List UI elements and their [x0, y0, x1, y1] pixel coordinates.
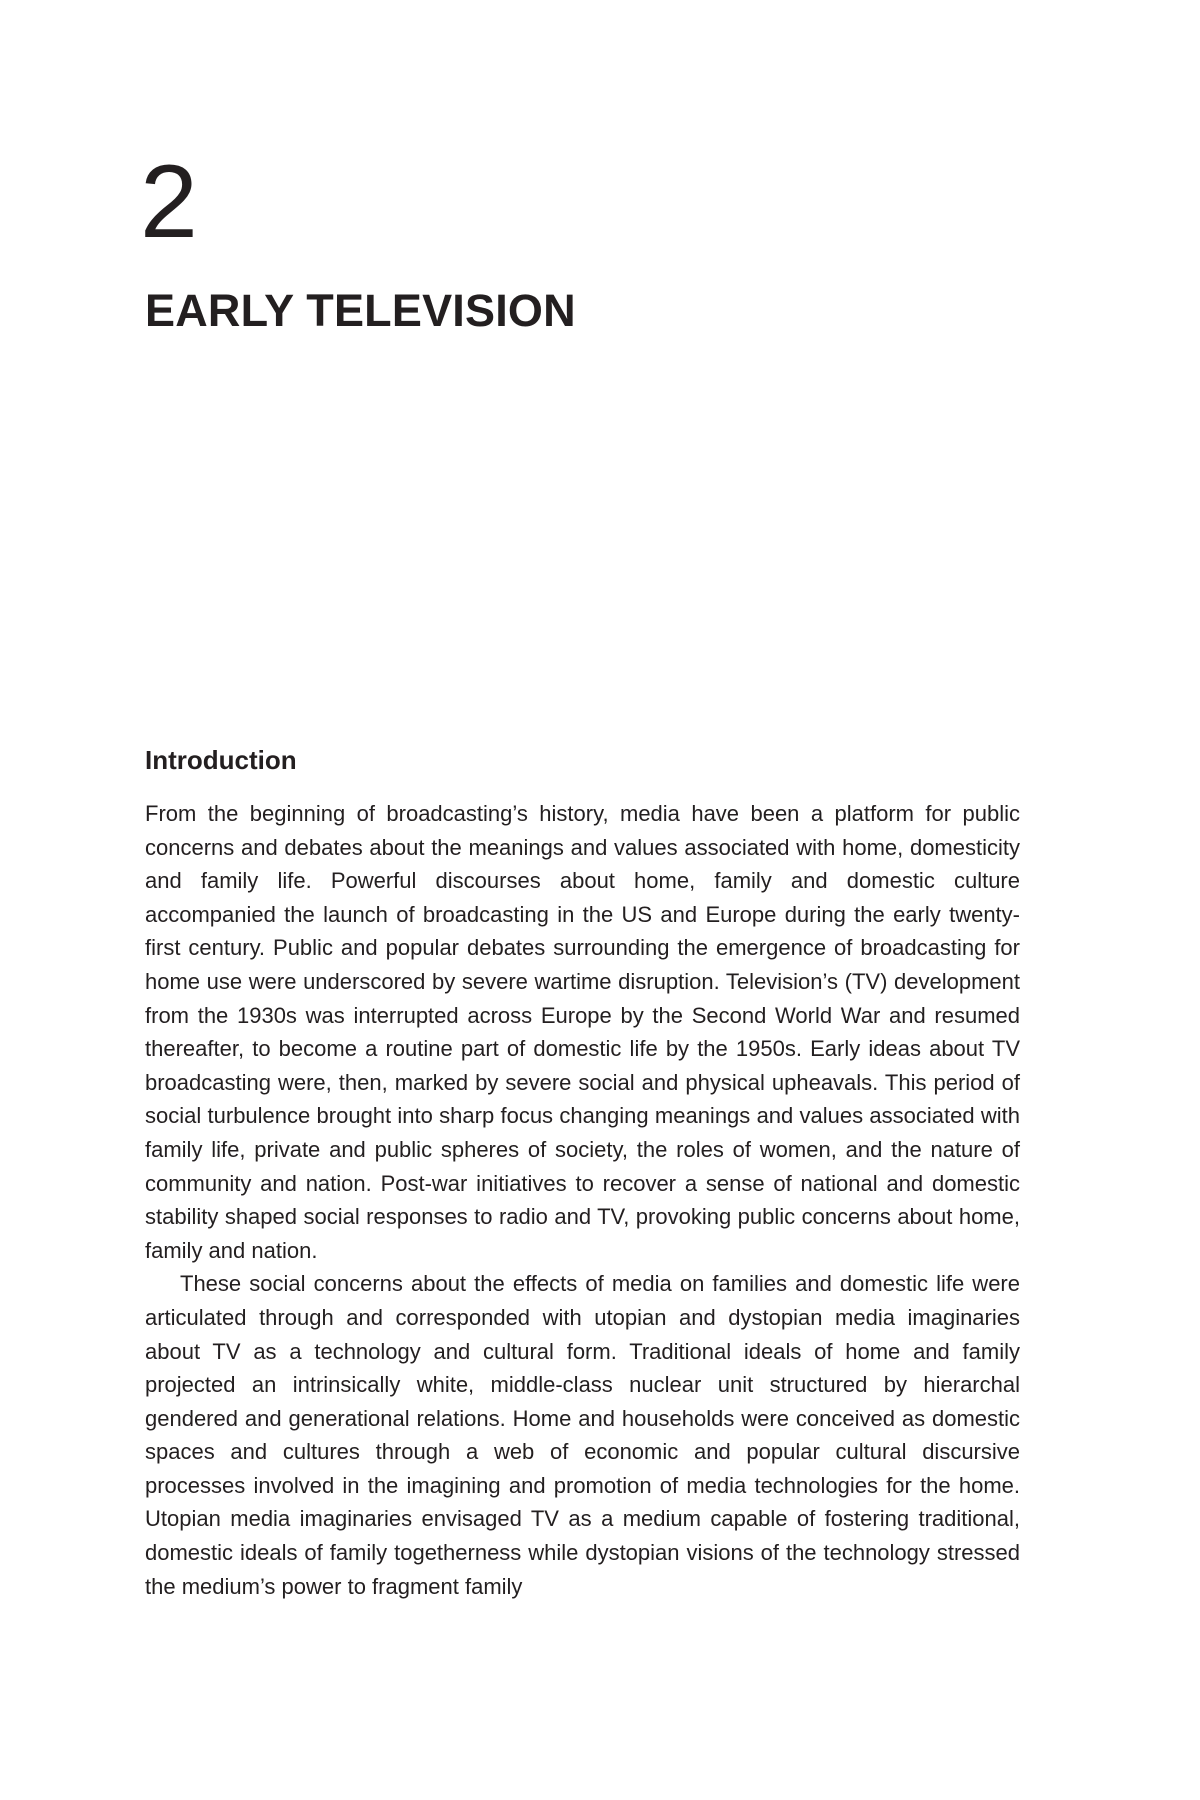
- paragraph-2: These social concerns about the effects of media on families and domestic life were articulated through and corresponded with utopian and dystopian media imaginaries about TV as a technology and cultural form. Traditional ideals of home and family projected an intrinsically white, middle-class nuclear unit structured by hierarchal gendered and generational relations. Home and households were conceived as domestic spaces and cultures through a web of economic and popular cultural discursive processes involved in the imagining and promotion of media technologies for the home. Utopian media imaginaries envisaged TV as a medium capable of fostering traditional, domestic ideals of family togetherness while dystopian visions of the technology stressed the medium’s power to fragment family: [145, 1271, 1020, 1599]
- chapter-title: EARLY TELEVISION: [145, 285, 576, 336]
- section-heading: Introduction: [145, 745, 297, 775]
- body-text: [145, 797, 1020, 1603]
- chapter-number: 2: [140, 144, 198, 260]
- paragraph-1: From the beginning of broadcasting’s history, media have been a platform for public concerns and debates about the meanings and values associated with home, domesticity and family life. Powerful discourses about home, family and domestic culture accompanied the launch of broadcasting in the US and Europe during the early twenty-first century. Public and popular debates surrounding the emergence of broadcasting for home use were underscored by severe wartime disruption. Television’s (TV) development from the 1930s was interrupted across Europe by the Second World War and resumed thereafter, to become a routine part of domestic life by the 1950s. Early ideas about TV broadcasting were, then, marked by severe social and physical upheavals. This period of social turbulence brought into sharp focus changing meanings and values associated with family life, private and public spheres of society, the roles of women, and the nature of community and nation. Post-war initiatives to recover a sense of national and domestic stability shaped social responses to radio and TV, provoking public concerns about home, family and nation.: [145, 801, 1020, 1263]
